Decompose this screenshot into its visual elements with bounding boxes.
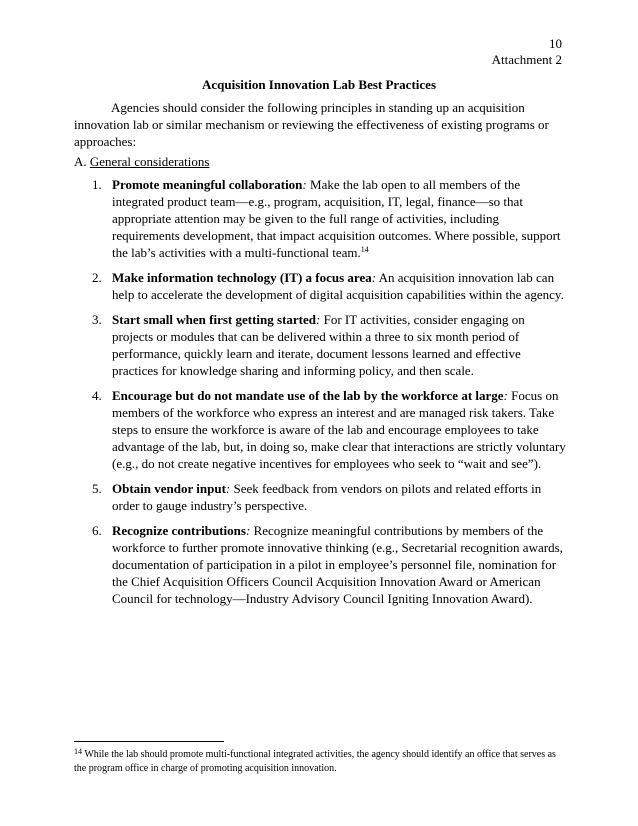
list-item xyxy=(92,387,567,472)
list-item xyxy=(92,176,567,261)
item-text: Focus on members of the workforce who express an interest and are managed risk takers. Take steps to ensure the workforce is aware of the lab and encourage employees to take advantage of the lab, but, in doing so, make clear that interactions are strictly voluntary (e.g., do not create negative incentives for employees who seek to “wait and see”). xyxy=(112,388,566,471)
section-letter: A. xyxy=(74,154,87,169)
item-number: 4. xyxy=(92,388,102,403)
item-colon: : xyxy=(225,481,231,496)
list-item xyxy=(92,480,567,514)
item-colon: : xyxy=(316,312,321,327)
item-colon: : xyxy=(302,177,307,192)
list-item xyxy=(92,522,567,607)
document-title: Acquisition Innovation Lab Best Practices xyxy=(201,77,436,92)
page-number: 10 xyxy=(549,36,562,51)
section-title: General considerations xyxy=(89,154,210,169)
item-heading: Recognize contributions xyxy=(112,523,246,538)
item-number: 3. xyxy=(92,312,102,327)
item-text: Recognize meaningful contributions by members of the workforce to further promote innovative thinking (e.g., Secretarial recognition awards, documentation of participation in a pilot in employee’s personnel file, nomination for the Chief Acquisition Officers Council Acquisition Innovation Award or American Council for technology—Industry Advisory Council Igniting Innovation Award). xyxy=(112,523,563,606)
item-number: 1. xyxy=(92,177,102,192)
intro-paragraph: Agencies should consider the following principles in standing up an acquisition innovation lab or similar mechanism or reviewing the effectiveness of existing programs or approaches: xyxy=(74,100,549,149)
item-text: Seek feedback from vendors on pilots and related efforts in order to gauge industry’s perspective. xyxy=(112,481,542,513)
footnote-number: 14 xyxy=(74,747,82,756)
section-heading xyxy=(74,153,209,170)
item-text: Make the lab open to all members of the integrated product team—e.g., program, acquisition, IT, legal, finance—so that appropriate attention may be given to the full range of activities, including requirements development, that impact acquisition outcomes. Where possible, support the lab’s activities with a multi-functional team. xyxy=(112,177,561,260)
footnote-text: While the lab should promote multi-functional integrated activities, the agency should identify an office that serves as the program office in charge of promoting acquisition innovation. xyxy=(74,749,556,774)
item-colon: : xyxy=(245,523,251,538)
item-number: 2. xyxy=(92,270,102,285)
item-colon: : xyxy=(371,270,377,285)
item-number: 6. xyxy=(92,523,102,538)
item-heading: Encourage but do not mandate use of the lab by the workforce at large xyxy=(112,388,504,403)
item-text: An acquisition innovation lab can help to accelerate the development of digital acquisition capabilities within the agency. xyxy=(112,270,564,302)
list-item xyxy=(92,311,567,379)
item-text: For IT activities, consider engaging on projects or modules that can be delivered within a three to six month period of performance, quickly learn and iterate, document lessons learned and effective practices for knowledge sharing and informing policy, and then scale. xyxy=(112,312,525,378)
item-heading: Make information technology (IT) a focus area xyxy=(112,270,372,285)
footnote-reference[interactable]: 14 xyxy=(360,245,369,254)
attachment-label: Attachment 2 xyxy=(491,52,562,67)
item-heading: Obtain vendor input xyxy=(112,481,226,496)
item-number: 5. xyxy=(92,481,102,496)
item-colon: : xyxy=(503,388,508,403)
item-heading: Promote meaningful collaboration xyxy=(112,177,303,192)
footnote xyxy=(74,748,566,776)
practices-list xyxy=(92,176,567,615)
list-item xyxy=(92,269,567,303)
item-heading: Start small when first getting started xyxy=(112,312,316,327)
footnote-divider xyxy=(74,741,224,742)
